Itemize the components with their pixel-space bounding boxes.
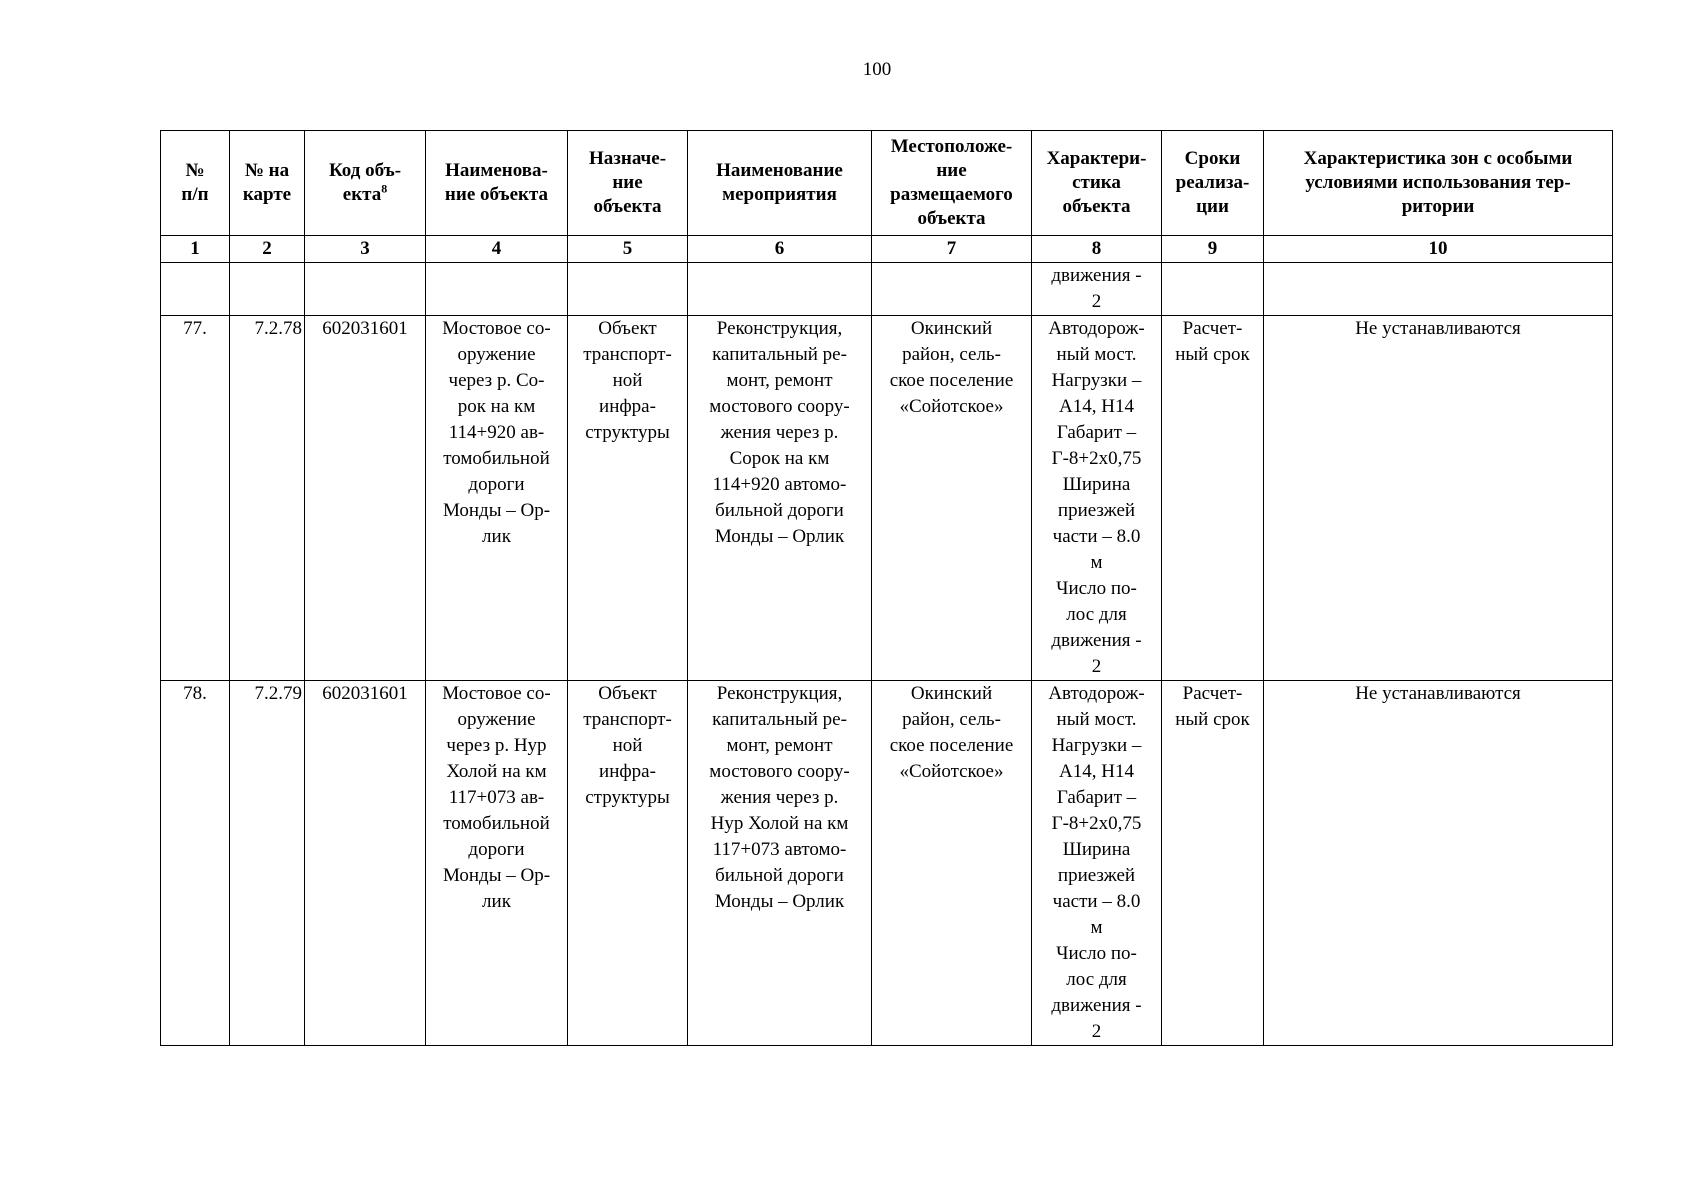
table-cell	[568, 263, 688, 316]
column-number: 9	[1162, 236, 1264, 263]
row-number: 78.	[161, 681, 230, 1046]
table-cell	[230, 263, 305, 316]
column-number: 5	[568, 236, 688, 263]
continuation-row	[161, 263, 1613, 316]
object-code: 602031601	[305, 316, 426, 681]
column-number: 6	[688, 236, 872, 263]
column-number: 1	[161, 236, 230, 263]
planned-objects-table	[160, 130, 1613, 1046]
footnote-mark: 8	[381, 181, 388, 196]
header-object-code	[305, 131, 426, 236]
header-num: № п/п	[161, 131, 230, 236]
implementation-terms: Расчет- ный срок	[1162, 681, 1264, 1046]
implementation-terms: Расчет- ный срок	[1162, 316, 1264, 681]
map-number: 7.2.79	[230, 681, 305, 1046]
header-object-purpose: Назначе- ние объекта	[568, 131, 688, 236]
header-measure-name: Наименование мероприятия	[688, 131, 872, 236]
object-location: Окинский район, сель- ское поселение «Сойотское»	[872, 681, 1032, 1046]
object-purpose: Объект транспорт- ной инфра- структуры	[568, 316, 688, 681]
object-name: Мостовое со- оружение через р. Нур Холой на км 117+073 ав- томобильной дороги Монды – Ор- лик	[426, 681, 568, 1046]
header-map-no: № на карте	[230, 131, 305, 236]
table-cell	[426, 263, 568, 316]
zone-characteristics: Не устанавливаются	[1264, 681, 1613, 1046]
column-number: 10	[1264, 236, 1613, 263]
table-row	[161, 316, 1613, 681]
table-cell	[1264, 263, 1613, 316]
object-code: 602031601	[305, 681, 426, 1046]
header-characteristics: Характери- стика объекта	[1032, 131, 1162, 236]
column-number: 8	[1032, 236, 1162, 263]
table-cell	[688, 263, 872, 316]
measure-name: Реконструкция, капитальный ре- монт, ремонт мостового соору- жения через р. Сорок на км 114+920 автомо- бильной дороги Монды – Орлик	[688, 316, 872, 681]
header-object-name: Наименова- ние объекта	[426, 131, 568, 236]
column-number: 7	[872, 236, 1032, 263]
characteristics-cell: движения - 2	[1032, 263, 1162, 316]
header-zones: Характеристика зон с особыми условиями использования тер- ритории	[1264, 131, 1613, 236]
object-location: Окинский район, сель- ское поселение «Сойотское»	[872, 316, 1032, 681]
page-number: 100	[862, 59, 892, 80]
header-object-code-label: Код объ- екта	[328, 160, 402, 205]
object-purpose: Объект транспорт- ной инфра- структуры	[568, 681, 688, 1046]
object-characteristics: Автодорож- ный мост. Нагрузки – А14, Н14 Габарит – Г-8+2х0,75 Ширина приезжей части – 8.0 м Число по- лос для движения - 2	[1032, 681, 1162, 1046]
table-cell	[1162, 263, 1264, 316]
row-number: 77.	[161, 316, 230, 681]
column-number: 2	[230, 236, 305, 263]
column-number: 4	[426, 236, 568, 263]
table-row	[161, 681, 1613, 1046]
table-cell	[872, 263, 1032, 316]
header-terms: Сроки реализа- ции	[1162, 131, 1264, 236]
zone-characteristics: Не устанавливаются	[1264, 316, 1613, 681]
column-number-row	[161, 236, 1613, 263]
map-number: 7.2.78	[230, 316, 305, 681]
column-number: 3	[305, 236, 426, 263]
object-name: Мостовое со- оружение через р. Со- рок на км 114+920 ав- томобильной дороги Монды – Ор- лик	[426, 316, 568, 681]
header-row	[161, 131, 1613, 236]
object-characteristics: Автодорож- ный мост. Нагрузки – А14, Н14 Габарит – Г-8+2х0,75 Ширина приезжей части – 8.0 м Число по- лос для движения - 2	[1032, 316, 1162, 681]
table-cell	[161, 263, 230, 316]
header-location: Местоположе- ние размещаемого объекта	[872, 131, 1032, 236]
measure-name: Реконструкция, капитальный ре- монт, ремонт мостового соору- жения через р. Нур Холой на км 117+073 автомо- бильной дороги Монды – Орлик	[688, 681, 872, 1046]
table-cell	[305, 263, 426, 316]
